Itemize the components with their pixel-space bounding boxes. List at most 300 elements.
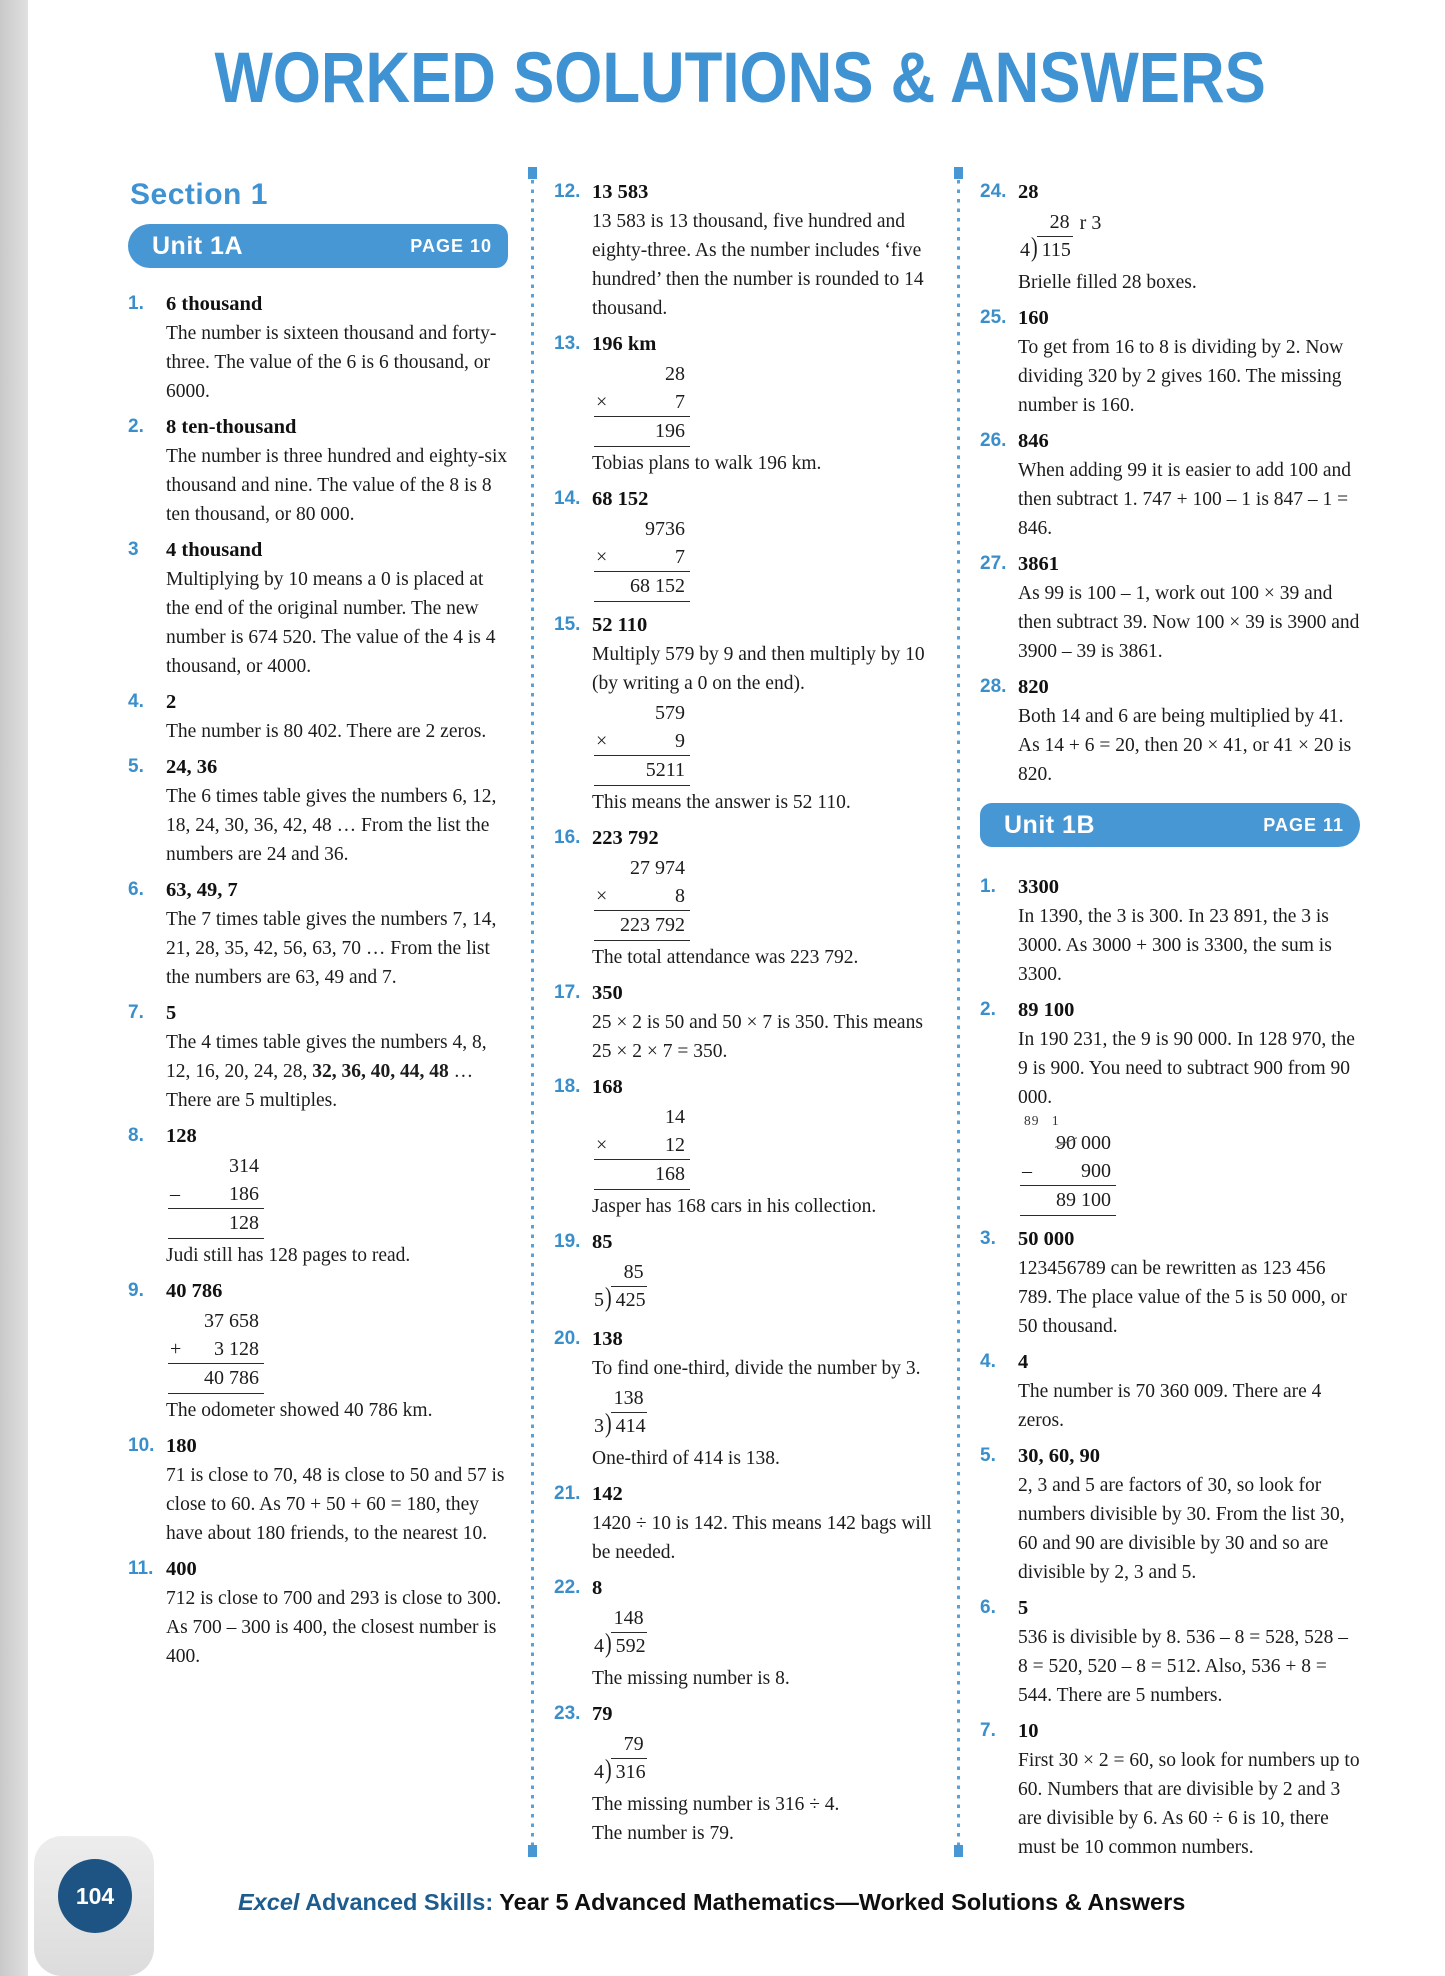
item-number: 12.	[554, 181, 581, 202]
answer-value: 52 110	[592, 614, 648, 636]
answer-item	[980, 304, 1360, 420]
item-number: 23.	[554, 1703, 581, 1724]
answer-value: 50 000	[1018, 1228, 1075, 1250]
answer-item	[128, 1122, 508, 1270]
calc-operator: +	[170, 1338, 182, 1360]
item-body	[592, 1480, 934, 1567]
explanation-paragraph: 2, 3 and 5 are factors of 30, so look for numbers divisible by 30. From the list 30, 60 and 90 are divisible by 30 and so are divisible by 2, 3 and 5.	[1018, 1475, 1345, 1583]
explanation-paragraph: 536 is divisible by 8. 536 – 8 = 528, 528 – 8 = 520, 520 – 8 = 512. Also, 536 + 8 = 544. There are 5 numbers.	[1018, 1627, 1349, 1706]
answer-item	[554, 611, 934, 817]
answer-list	[554, 178, 934, 1848]
explanation-paragraph: 123456789 can be rewritten as 123 456 789. The place value of the 5 is 50 000, or 50 thousand.	[1018, 1258, 1347, 1337]
item-body	[1018, 1594, 1360, 1710]
item-number: 11.	[128, 1558, 154, 1579]
longdiv-quotient: 85	[611, 1259, 647, 1287]
item-body	[166, 1432, 508, 1548]
answer-value: 10	[1018, 1720, 1039, 1742]
calc-result-row	[168, 1209, 264, 1239]
longdiv-quotient-row	[594, 1731, 649, 1759]
answer-item	[128, 1432, 508, 1548]
calc-top-row	[594, 1103, 690, 1131]
answer-value: 846	[1018, 430, 1049, 452]
calc-top-value: 9736	[645, 518, 685, 540]
answer-item	[128, 688, 508, 746]
longdiv-bracket: )	[1031, 232, 1038, 263]
explanation-paragraph: The missing number is 316 ÷ 4.	[592, 1794, 840, 1815]
calc-result: 168	[655, 1163, 685, 1185]
answer-value: 820	[1018, 676, 1049, 698]
item-number: 20.	[554, 1328, 581, 1349]
calc-bottom-value: 900	[1081, 1160, 1111, 1182]
footer-rest: Year 5 Advanced Mathematics—Worked Solutions & Answers	[499, 1889, 1186, 1915]
long-division	[594, 1605, 649, 1660]
calc-operator-row	[594, 1131, 690, 1160]
item-body	[592, 178, 934, 323]
item-body	[1018, 427, 1360, 543]
longdiv-quotient: 148	[611, 1605, 647, 1633]
calc-top-value: 314	[229, 1155, 259, 1177]
explanation-paragraph: 712 is close to 700 and 293 is close to 300. As 700 – 300 is 400, the closest number is 400.	[166, 1588, 502, 1667]
calc-operator: –	[1022, 1160, 1032, 1182]
answer-item	[980, 178, 1360, 297]
item-number: 17.	[554, 982, 581, 1003]
answer-item	[128, 999, 508, 1115]
item-body	[1018, 1225, 1360, 1341]
item-body	[592, 1574, 934, 1693]
item-number: 9.	[128, 1280, 144, 1301]
longdiv-divisor: 3	[594, 1415, 604, 1437]
item-body	[592, 1325, 934, 1473]
calc-operator-row	[1020, 1157, 1116, 1186]
explanation-paragraph: The total attendance was 223 792.	[592, 947, 859, 968]
longdiv-bracket: )	[605, 1628, 612, 1659]
item-body	[592, 824, 934, 972]
answer-item	[128, 413, 508, 529]
item-number: 4.	[980, 1351, 996, 1372]
answer-value: 3861	[1018, 553, 1059, 575]
longdiv-quotient-row	[594, 1259, 649, 1287]
item-number: 16.	[554, 827, 581, 848]
longdiv-dividend-row	[594, 1282, 649, 1314]
item-number: 27.	[980, 553, 1007, 574]
answer-value: 89 100	[1018, 999, 1075, 1021]
item-number: 21.	[554, 1483, 581, 1504]
answer-item	[128, 1277, 508, 1425]
calc-top-value: 579	[655, 702, 685, 724]
longdiv-dividend: 592	[615, 1635, 646, 1657]
item-number: 1.	[128, 293, 144, 314]
item-body	[166, 1122, 508, 1270]
item-body	[1018, 673, 1360, 789]
explanation-paragraph: When adding 99 it is easier to add 100 and then subtract 1. 747 + 100 – 1 is 847 – 1 = 846.	[1018, 460, 1352, 539]
footer-brand: Excel	[238, 1889, 300, 1915]
answer-value: 3300	[1018, 876, 1059, 898]
item-number: 14.	[554, 488, 581, 509]
item-body	[1018, 304, 1360, 420]
calc-operator-row	[594, 388, 690, 417]
explanation-paragraph: Tobias plans to walk 196 km.	[592, 453, 822, 474]
calc-top-row	[168, 1152, 264, 1180]
explanation-paragraph: First 30 × 2 = 60, so look for numbers up to 60. Numbers that are divisible by 2 and 3 are divisible by 6. As 60 ÷ 6 is 10, there must be 10 common numbers.	[1018, 1750, 1360, 1858]
item-number: 19.	[554, 1231, 581, 1252]
answer-value: 128	[166, 1125, 197, 1147]
item-body	[1018, 1717, 1360, 1862]
item-number: 24.	[980, 181, 1007, 202]
answer-list	[128, 290, 508, 1671]
unit-1a-badge	[128, 224, 508, 268]
item-number: 15.	[554, 614, 581, 635]
answer-value: 196 km	[592, 333, 657, 355]
answer-item	[128, 753, 508, 869]
answer-item	[554, 1700, 934, 1848]
item-number: 8.	[128, 1125, 144, 1146]
item-number: 7.	[128, 1002, 144, 1023]
item-number: 3.	[980, 1228, 996, 1249]
explanation-paragraph: Judi still has 128 pages to read.	[166, 1245, 411, 1266]
calc-result-row	[594, 911, 690, 941]
answer-item	[554, 1480, 934, 1567]
page-ref: PAGE 11	[1263, 814, 1344, 835]
item-body	[1018, 178, 1360, 297]
calc-result-row	[594, 417, 690, 447]
longdiv-dividend-row	[594, 1408, 649, 1440]
explanation-paragraph: The missing number is 8.	[592, 1668, 790, 1689]
explanation-paragraph: Both 14 and 6 are being multiplied by 41. As 14 + 6 = 20, then 20 × 41, or 41 × 20 is 820.	[1018, 706, 1352, 785]
unit-1b-badge	[980, 803, 1360, 847]
item-number: 1.	[980, 876, 996, 897]
item-body	[166, 1277, 508, 1425]
column-arithmetic	[168, 1152, 264, 1239]
item-number: 3	[128, 539, 139, 560]
calc-top-row	[1020, 1129, 1116, 1157]
calc-result: 68 152	[630, 575, 685, 597]
item-body	[592, 979, 934, 1066]
answer-value: 142	[592, 1483, 623, 1505]
calc-result: 40 786	[204, 1367, 259, 1389]
item-number: 2.	[980, 999, 996, 1020]
longdiv-quotient: 28	[1037, 209, 1073, 237]
explanation-paragraph: The 6 times table gives the numbers 6, 12, 18, 24, 30, 36, 42, 48 … From the list the numbers are 24 and 36.	[166, 786, 497, 865]
item-number: 4.	[128, 691, 144, 712]
calc-result-row	[168, 1364, 264, 1394]
longdiv-dividend-row	[594, 1628, 649, 1660]
calc-bottom-value: 7	[675, 546, 685, 568]
column-arithmetic	[594, 854, 690, 941]
calc-top-row	[594, 699, 690, 727]
longdiv-remainder: r 3	[1079, 212, 1102, 234]
answer-value: 30, 60, 90	[1018, 1445, 1100, 1467]
long-division	[1020, 209, 1101, 264]
calc-top-row	[168, 1307, 264, 1335]
carry-digits: 89 1	[1024, 1113, 1060, 1128]
answer-item	[554, 485, 934, 604]
calc-operator: ×	[596, 730, 608, 752]
unit-label: Unit 1B	[1004, 810, 1095, 839]
struck-digits: 90	[1056, 1132, 1076, 1154]
answer-value: 79	[592, 1703, 613, 1725]
answer-value: 68 152	[592, 488, 649, 510]
calc-operator-row	[594, 882, 690, 911]
bold-text: 32, 36, 40, 44, 48	[312, 1061, 449, 1082]
calc-bottom-value: 8	[675, 885, 685, 907]
calc-bottom-value: 186	[229, 1183, 259, 1205]
calc-result: 196	[655, 420, 685, 442]
explanation-paragraph: In 1390, the 3 is 300. In 23 891, the 3 is 3000. As 3000 + 300 is 3300, the sum is 3300.	[1018, 906, 1332, 985]
calc-top-row	[594, 515, 690, 543]
explanation-paragraph: One-third of 414 is 138.	[592, 1448, 780, 1469]
explanation-paragraph: Multiply 579 by 9 and then multiply by 10 (by writing a 0 on the end).	[592, 644, 925, 694]
calc-result-row	[1020, 1186, 1116, 1216]
item-number: 5.	[128, 756, 144, 777]
column-separator	[531, 180, 534, 1846]
column-arithmetic	[594, 699, 690, 786]
item-number: 2.	[128, 416, 144, 437]
answer-item	[980, 1594, 1360, 1710]
item-body	[166, 876, 508, 992]
text: The 4 times table gives the numbers 4, 8, 12, 16, 20, 24, 28,	[166, 1032, 487, 1082]
column-arithmetic	[594, 1103, 690, 1190]
answer-item	[980, 673, 1360, 789]
page-title: WORKED SOLUTIONS & ANSWERS	[214, 39, 1266, 118]
answer-value: 4	[1018, 1351, 1029, 1373]
longdiv-quotient: 138	[611, 1385, 647, 1413]
answer-item	[554, 178, 934, 323]
answer-value: 24, 36	[166, 756, 218, 778]
answer-value: 5	[1018, 1597, 1029, 1619]
calc-bottom-value: 12	[665, 1134, 685, 1156]
column-3	[980, 178, 1360, 1869]
calc-operator-row	[594, 543, 690, 572]
calc-operator-row	[168, 1335, 264, 1364]
answer-item	[128, 876, 508, 992]
column-arithmetic	[1020, 1113, 1116, 1216]
calc-result: 5211	[645, 759, 685, 781]
longdiv-divisor: 4	[594, 1761, 604, 1783]
answer-value: 63, 49, 7	[166, 879, 238, 901]
item-number: 5.	[980, 1445, 996, 1466]
explanation-paragraph	[166, 1028, 508, 1115]
calc-operator: ×	[596, 391, 608, 413]
explanation-paragraph: The number is three hundred and eighty-six thousand and nine. The value of the 8 is 8 ten thousand, or 80 000.	[166, 446, 508, 525]
item-number: 26.	[980, 430, 1007, 451]
explanation-paragraph: The odometer showed 40 786 km.	[166, 1400, 433, 1421]
calc-operator-row	[594, 727, 690, 756]
item-body	[166, 536, 508, 681]
calc-operator: ×	[596, 546, 608, 568]
explanation-paragraph: The number is sixteen thousand and forty-three. The value of the 6 is 6 thousand, or 6000.	[166, 323, 497, 402]
explanation-paragraph: Brielle filled 28 boxes.	[1018, 272, 1197, 293]
text: … There are 5 multiples.	[166, 1061, 474, 1111]
page-number-badge: 104	[58, 1859, 132, 1933]
item-body	[592, 485, 934, 604]
explanation-paragraph: In 190 231, the 9 is 90 000. In 128 970, the 9 is 900. You need to subtract 900 from 90 000.	[1018, 1029, 1355, 1108]
explanation-paragraph: The number is 79.	[592, 1823, 734, 1844]
footer-series: Advanced Skills:	[299, 1889, 500, 1915]
item-body	[166, 999, 508, 1115]
calc-top-value: 14	[665, 1106, 685, 1128]
longdiv-bracket: )	[605, 1282, 612, 1313]
column-arithmetic	[594, 515, 690, 602]
longdiv-bracket: )	[605, 1408, 612, 1439]
answer-item	[980, 1442, 1360, 1587]
item-body	[166, 290, 508, 406]
answer-item	[128, 536, 508, 681]
explanation-paragraph: 71 is close to 70, 48 is close to 50 and 57 is close to 60. As 70 + 50 + 60 = 180, they have about 180 friends, to the nearest 10.	[166, 1465, 505, 1544]
long-division	[594, 1385, 649, 1440]
explanation-paragraph: The number is 70 360 009. There are 4 zeros.	[1018, 1381, 1322, 1431]
answer-value: 400	[166, 1558, 197, 1580]
answer-value: 4 thousand	[166, 539, 263, 561]
item-number: 7.	[980, 1720, 996, 1741]
calc-bottom-value: 7	[675, 391, 685, 413]
calc-operator: –	[170, 1183, 180, 1205]
item-number: 6.	[980, 1597, 996, 1618]
item-body	[166, 753, 508, 869]
answer-value: 223 792	[592, 827, 659, 849]
longdiv-quotient-row	[594, 1605, 649, 1633]
longdiv-bracket: )	[605, 1754, 612, 1785]
answer-item	[980, 550, 1360, 666]
explanation-paragraph: 1420 ÷ 10 is 142. This means 142 bags will be needed.	[592, 1513, 932, 1563]
longdiv-dividend-row	[594, 1754, 649, 1786]
answer-value: 28	[1018, 181, 1039, 203]
item-body	[166, 1555, 508, 1671]
column-separator	[957, 180, 960, 1846]
explanation-paragraph: 13 583 is 13 thousand, five hundred and eighty-three. As the number includes ‘five hundred’ then the number is rounded to 14 thousand.	[592, 211, 924, 319]
explanation-paragraph: To get from 16 to 8 is dividing by 2. Now dividing 320 by 2 gives 160. The missing number is 160.	[1018, 337, 1344, 416]
answer-item	[128, 1555, 508, 1671]
item-number: 18.	[554, 1076, 581, 1097]
answer-value: 40 786	[166, 1280, 223, 1302]
explanation-paragraph: This means the answer is 52 110.	[592, 792, 851, 813]
item-body	[592, 1700, 934, 1848]
item-body	[1018, 996, 1360, 1218]
answer-item	[554, 1574, 934, 1693]
item-body	[1018, 1348, 1360, 1435]
answer-value: 2	[166, 691, 177, 713]
answer-item	[980, 873, 1360, 989]
calc-operator-row	[168, 1180, 264, 1209]
answer-item	[980, 427, 1360, 543]
page-ref: PAGE 10	[410, 235, 492, 256]
calc-top-value: 37 658	[204, 1310, 259, 1332]
item-number: 10.	[128, 1435, 155, 1456]
item-body	[592, 330, 934, 478]
answer-item	[128, 290, 508, 406]
calc-top-value: 28	[665, 363, 685, 385]
calc-top-value	[1056, 1129, 1111, 1157]
explanation-paragraph: Jasper has 168 cars in his collection.	[592, 1196, 877, 1217]
answer-value: 138	[592, 1328, 623, 1350]
item-body	[1018, 873, 1360, 989]
answer-item	[980, 996, 1360, 1218]
answer-list	[980, 178, 1360, 1862]
longdiv-quotient: 79	[611, 1731, 647, 1759]
calc-result-row	[594, 756, 690, 786]
item-number: 22.	[554, 1577, 581, 1598]
answer-item	[980, 1225, 1360, 1341]
answer-item	[554, 824, 934, 972]
answer-item	[554, 1325, 934, 1473]
item-body	[592, 611, 934, 817]
longdiv-dividend: 316	[615, 1761, 646, 1783]
long-division	[594, 1731, 649, 1786]
longdiv-divisor: 5	[594, 1289, 604, 1311]
column-1	[128, 178, 508, 1869]
answer-value: 180	[166, 1435, 197, 1457]
calc-result: 128	[229, 1212, 259, 1234]
answer-value: 13 583	[592, 181, 649, 203]
answer-value: 85	[592, 1231, 613, 1253]
answer-item	[554, 1228, 934, 1318]
column-2	[554, 178, 934, 1869]
item-body	[166, 413, 508, 529]
answer-item	[554, 979, 934, 1066]
explanation-paragraph: As 99 is 100 – 1, work out 100 × 39 and then subtract 39. Now 100 × 39 is 3900 and 3900 – 39 is 3861.	[1018, 583, 1360, 662]
calc-bottom-value: 9	[675, 730, 685, 752]
answer-value: 350	[592, 982, 623, 1004]
solutions-columns	[128, 178, 1360, 1869]
explanation-paragraph: To find one-third, divide the number by 3.	[592, 1358, 921, 1379]
calc-top-rest: 000	[1076, 1132, 1111, 1154]
item-body	[166, 688, 508, 746]
unit-label: Unit 1A	[152, 231, 243, 260]
longdiv-divisor: 4	[594, 1635, 604, 1657]
explanation-paragraph: The number is 80 402. There are 2 zeros.	[166, 721, 487, 742]
longdiv-dividend: 414	[615, 1415, 646, 1437]
longdiv-divisor: 4	[1020, 239, 1030, 261]
explanation-paragraph: Multiplying by 10 means a 0 is placed at the end of the original number. The new number is 674 520. The value of the 4 is 4 thousand, or 4000.	[166, 569, 496, 677]
column-arithmetic	[168, 1307, 264, 1394]
answer-item	[980, 1348, 1360, 1435]
answer-value: 8	[592, 1577, 603, 1599]
calc-top-row	[594, 360, 690, 388]
explanation-paragraph: 25 × 2 is 50 and 50 × 7 is 350. This means 25 × 2 × 7 = 350.	[592, 1012, 923, 1062]
item-body	[592, 1073, 934, 1221]
answer-item	[980, 1717, 1360, 1862]
answer-value: 168	[592, 1076, 623, 1098]
item-number: 25.	[980, 307, 1007, 328]
scan-page-edge	[0, 0, 28, 1976]
calc-result: 223 792	[620, 914, 685, 936]
calc-top-row	[594, 854, 690, 882]
calc-result-row	[594, 572, 690, 602]
item-body	[1018, 550, 1360, 666]
calc-operator: ×	[596, 885, 608, 907]
answer-value: 5	[166, 1002, 177, 1024]
longdiv-dividend: 115	[1041, 239, 1071, 261]
section-heading: Section 1	[130, 178, 268, 211]
answer-value: 6 thousand	[166, 293, 263, 315]
answer-value: 160	[1018, 307, 1049, 329]
long-division	[594, 1259, 649, 1314]
footer-credit	[238, 1889, 1185, 1916]
calc-result-row	[594, 1160, 690, 1190]
calc-operator: ×	[596, 1134, 608, 1156]
answer-item	[554, 330, 934, 478]
explanation-paragraph: The 7 times table gives the numbers 7, 14, 21, 28, 35, 42, 56, 63, 70 … From the list the numbers are 63, 49 and 7.	[166, 909, 497, 988]
item-number: 13.	[554, 333, 581, 354]
item-body	[592, 1228, 934, 1318]
column-arithmetic	[594, 360, 690, 447]
calc-result: 89 100	[1056, 1189, 1111, 1211]
item-body	[1018, 1442, 1360, 1587]
calc-bottom-value: 3 128	[214, 1338, 259, 1360]
item-number: 6.	[128, 879, 144, 900]
answer-item	[554, 1073, 934, 1221]
calc-top-value: 27 974	[630, 857, 685, 879]
longdiv-dividend-row	[1020, 232, 1101, 264]
